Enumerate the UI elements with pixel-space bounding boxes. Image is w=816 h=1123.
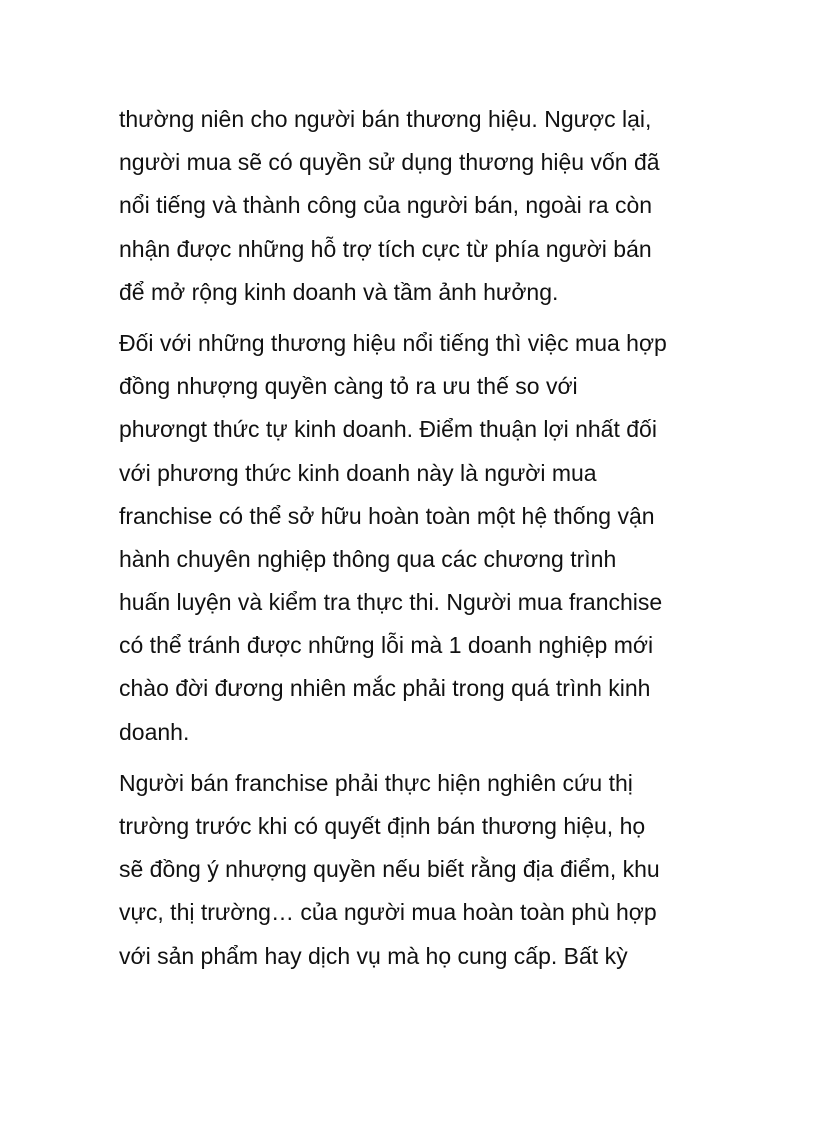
text-line: với phương thức kinh doanh này là người mua	[119, 459, 597, 486]
text-line: sẽ đồng ý nhượng quyền nếu biết rằng địa điểm, khu	[119, 856, 660, 883]
text-line: trường trước khi có quyết định bán thương hiệu, họ	[119, 813, 646, 839]
paragraph-spacer	[119, 754, 719, 762]
text-line: để mở rộng kinh doanh và tầm ảnh hưởng.	[119, 278, 559, 305]
text-line: nổi tiếng và thành công của người bán, ngoài ra còn	[119, 192, 653, 219]
text-line: với sản phẩm hay dịch vụ mà họ cung cấp. Bất kỳ	[119, 942, 628, 969]
text-line: phươngt thức tự kinh doanh. Điểm thuận lợi nhất đối	[119, 416, 657, 443]
text-line: chào đời đương nhiên mắc phải trong quá trình kinh	[119, 675, 651, 702]
text-line: franchise có thể sở hữu hoàn toàn một hệ thống vận	[119, 502, 655, 529]
text-line: huấn luyện và kiểm tra thực thi. Người mua franchise	[119, 589, 663, 616]
text-line: nhận được những hỗ trợ tích cực từ phía người bán	[119, 235, 652, 262]
paragraph	[119, 98, 719, 314]
paragraph	[119, 322, 719, 754]
paragraph-spacer	[119, 314, 719, 322]
text-line: vực, thị trường… của người mua hoàn toàn phù hợp	[119, 899, 657, 926]
text-line: người mua sẽ có quyền sử dụng thương hiệu vốn đã	[119, 149, 660, 176]
text-line: doanh.	[119, 718, 190, 745]
text-line: Người bán franchise phải thực hiện nghiên cứu thị	[119, 769, 633, 796]
text-line: hành chuyên nghiệp thông qua các chương trình	[119, 545, 617, 572]
paragraph	[119, 762, 719, 978]
text-line: thường niên cho người bán thương hiệu. Ngược lại,	[119, 106, 652, 132]
text-line: đồng nhượng quyền càng tỏ ra ưu thế so với	[119, 373, 578, 400]
text-line: Đối với những thương hiệu nổi tiếng thì việc mua hợp	[119, 329, 667, 356]
document-body	[119, 98, 719, 978]
text-line: có thể tránh được những lỗi mà 1 doanh nghiệp mới	[119, 632, 654, 659]
